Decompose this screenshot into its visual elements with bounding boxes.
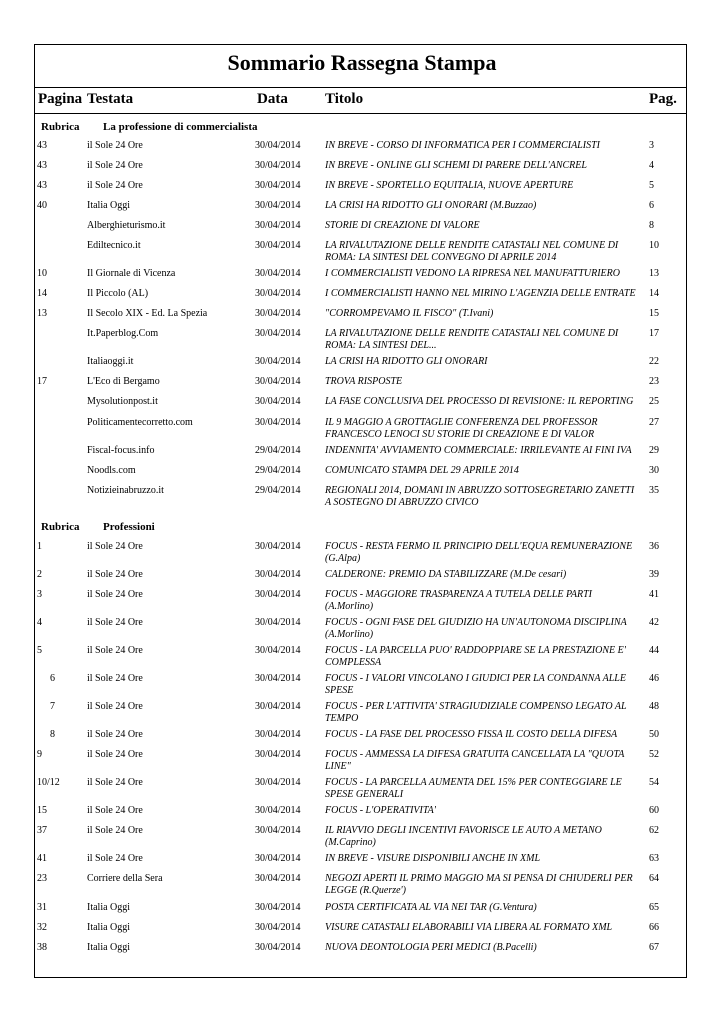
cell-pag: 60 [649, 805, 659, 816]
cell-pag: 39 [649, 569, 659, 580]
cell-pag: 46 [649, 673, 659, 684]
cell-titolo: FOCUS - LA FASE DEL PROCESSO FISSA IL COSTO DELLA DIFESA [325, 729, 618, 740]
cell-pag: 30 [649, 465, 659, 476]
cell-data: 30/04/2014 [255, 749, 301, 760]
cell-data: 30/04/2014 [255, 376, 301, 387]
cell-testata: il Sole 24 Ore [87, 589, 143, 600]
cell-titolo: LA RIVALUTAZIONE DELLE RENDITE CATASTALI NEL COMUNE DI ROMA: LA SINTESI DEL CONVEGNO DI APRILE 2014 [325, 240, 619, 263]
cell-pagina: 6 [50, 673, 55, 684]
cell-data: 29/04/2014 [255, 445, 301, 456]
cell-titolo: IN BREVE - SPORTELLO EQUITALIA, NUOVE APERTURE [325, 180, 574, 191]
cell-pagina: 10 [37, 268, 47, 279]
cell-data: 30/04/2014 [255, 777, 301, 788]
cell-titolo: INDENNITA' AVVIAMENTO COMMERCIALE: IRRILEVANTE AI FINI IVA [325, 445, 632, 456]
cell-data: 30/04/2014 [255, 701, 301, 712]
cell-pagina: 40 [37, 200, 47, 211]
cell-testata: il Sole 24 Ore [87, 673, 143, 684]
header-data: Data [257, 91, 288, 107]
cell-pagina: 43 [37, 140, 47, 151]
cell-testata: Italia Oggi [87, 902, 131, 913]
cell-pag: 63 [649, 853, 659, 864]
cell-data: 30/04/2014 [255, 825, 301, 836]
cell-titolo: "CORROMPEVAMO IL FISCO" (T.Ivani) [325, 308, 494, 319]
cell-pagina: 31 [37, 902, 47, 913]
cell-data: 30/04/2014 [255, 805, 301, 816]
cell-titolo: CALDERONE: PREMIO DA STABILIZZARE (M.De cesari) [325, 569, 567, 580]
cell-testata: il Sole 24 Ore [87, 140, 143, 151]
cell-testata: Mysolutionpost.it [87, 396, 158, 407]
cell-titolo: POSTA CERTIFICATA AL VIA NEI TAR (G.Ventura) [325, 902, 537, 913]
cell-titolo: LA CRISI HA RIDOTTO GLI ONORARI (M.Buzzao) [325, 200, 537, 211]
cell-pag: 48 [649, 701, 659, 712]
cell-pag: 67 [649, 942, 659, 953]
cell-pag: 5 [649, 180, 654, 191]
cell-data: 30/04/2014 [255, 220, 301, 231]
cell-data: 30/04/2014 [255, 569, 301, 580]
rubrica-name: Professioni [103, 521, 155, 533]
cell-pag: 4 [649, 160, 654, 171]
cell-titolo: IN BREVE - ONLINE GLI SCHEMI DI PARERE DELL'ANCREL [325, 160, 587, 171]
cell-pag: 41 [649, 589, 659, 600]
cell-data: 30/04/2014 [255, 673, 301, 684]
cell-pag: 62 [649, 825, 659, 836]
cell-testata: L'Eco di Bergamo [87, 376, 160, 387]
cell-pagina: 5 [37, 645, 42, 656]
cell-pag: 25 [649, 396, 659, 407]
cell-testata: It.Paperblog.Com [87, 328, 159, 339]
cell-pagina: 9 [37, 749, 42, 760]
cell-titolo: LA CRISI HA RIDOTTO GLI ONORARI [325, 356, 488, 367]
cell-titolo: LA FASE CONCLUSIVA DEL PROCESSO DI REVISIONE: IL REPORTING [325, 396, 634, 407]
cell-titolo: FOCUS - RESTA FERMO IL PRINCIPIO DELL'EQUA REMUNERAZIONE (G.Alpa) [325, 541, 633, 564]
cell-testata: il Sole 24 Ore [87, 777, 143, 788]
cell-testata: Il Giornale di Vicenza [87, 268, 176, 279]
cell-data: 30/04/2014 [255, 942, 301, 953]
cell-testata: Italia Oggi [87, 922, 131, 933]
rubrica-name: La professione di commercialista [103, 121, 258, 133]
cell-pag: 15 [649, 308, 659, 319]
cell-titolo: FOCUS - AMMESSA LA DIFESA GRATUITA CANCELLATA LA "QUOTA LINE" [325, 749, 625, 772]
cell-data: 30/04/2014 [255, 873, 301, 884]
cell-data: 29/04/2014 [255, 465, 301, 476]
cell-titolo: STORIE DI CREAZIONE DI VALORE [325, 220, 480, 231]
cell-pag: 14 [649, 288, 659, 299]
cell-pag: 64 [649, 873, 659, 884]
cell-pagina: 1 [37, 541, 42, 552]
cell-pag: 65 [649, 902, 659, 913]
cell-pag: 44 [649, 645, 659, 656]
cell-pagina: 37 [37, 825, 47, 836]
cell-pagina: 15 [37, 805, 47, 816]
cell-titolo: I COMMERCIALISTI VEDONO LA RIPRESA NEL MANUFATTURIERO [325, 268, 620, 279]
cell-testata: il Sole 24 Ore [87, 729, 143, 740]
cell-titolo: IN BREVE - CORSO DI INFORMATICA PER I COMMERCIALISTI [325, 140, 600, 151]
cell-testata: Italia Oggi [87, 942, 131, 953]
cell-data: 30/04/2014 [255, 180, 301, 191]
cell-data: 30/04/2014 [255, 308, 301, 319]
cell-titolo: I COMMERCIALISTI HANNO NEL MIRINO L'AGENZIA DELLE ENTRATE [325, 288, 636, 299]
cell-testata: il Sole 24 Ore [87, 645, 143, 656]
cell-data: 30/04/2014 [255, 417, 301, 428]
header-rule-top [34, 87, 687, 88]
cell-titolo: FOCUS - LA PARCELLA AUMENTA DEL 15% PER CONTEGGIARE LE SPESE GENERALI [325, 777, 622, 800]
cell-testata: il Sole 24 Ore [87, 749, 143, 760]
cell-titolo: TROVA RISPOSTE [325, 376, 403, 387]
cell-pag: 8 [649, 220, 654, 231]
cell-titolo: COMUNICATO STAMPA DEL 29 APRILE 2014 [325, 465, 519, 476]
cell-data: 30/04/2014 [255, 200, 301, 211]
cell-titolo: REGIONALI 2014, DOMANI IN ABRUZZO SOTTOSEGRETARIO ZANETTI A SOSTEGNO DI ABRUZZO CIVICO [325, 485, 635, 508]
header-titolo: Titolo [325, 91, 364, 107]
cell-titolo: FOCUS - I VALORI VINCOLANO I GIUDICI PER LA CONDANNA ALLE SPESE [325, 673, 626, 696]
cell-data: 30/04/2014 [255, 922, 301, 933]
cell-testata: il Sole 24 Ore [87, 617, 143, 628]
cell-pagina: 23 [37, 873, 47, 884]
cell-data: 30/04/2014 [255, 140, 301, 151]
cell-pag: 17 [649, 328, 659, 339]
cell-data: 30/04/2014 [255, 645, 301, 656]
cell-testata: il Sole 24 Ore [87, 541, 143, 552]
cell-titolo: IL 9 MAGGIO A GROTTAGLIE CONFERENZA DEL PROFESSOR FRANCESCO LENOCI SU STORIE DI CREAZIONE E DI VALOR [325, 417, 598, 440]
cell-pagina: 43 [37, 160, 47, 171]
cell-pagina: 8 [50, 729, 55, 740]
cell-testata: Politicamentecorretto.com [87, 417, 193, 428]
cell-pagina: 4 [37, 617, 42, 628]
cell-pagina: 38 [37, 942, 47, 953]
cell-testata: il Sole 24 Ore [87, 180, 143, 191]
cell-titolo: IN BREVE - VISURE DISPONIBILI ANCHE IN XML [325, 853, 541, 864]
cell-titolo: FOCUS - PER L'ATTIVITA' STRAGIUDIZIALE COMPENSO LEGATO AL TEMPO [325, 701, 627, 724]
cell-data: 30/04/2014 [255, 541, 301, 552]
page-title: Sommario Rassegna Stampa [227, 50, 497, 75]
cell-pag: 13 [649, 268, 659, 279]
cell-pagina: 7 [50, 701, 55, 712]
cell-pag: 54 [649, 777, 659, 788]
cell-titolo: FOCUS - LA PARCELLA PUO' RADDOPPIARE SE LA PRESTAZIONE E' COMPLESSA [325, 645, 626, 668]
cell-data: 30/04/2014 [255, 160, 301, 171]
cell-pagina: 17 [37, 376, 47, 387]
cell-data: 30/04/2014 [255, 589, 301, 600]
cell-titolo: IL RIAVVIO DEGLI INCENTIVI FAVORISCE LE AUTO A METANO (M.Caprino) [325, 825, 602, 848]
cell-titolo: NUOVA DEONTOLOGIA PERI MEDICI (B.Pacelli) [325, 942, 537, 953]
rubrica-label: Rubrica [41, 521, 80, 533]
cell-titolo: FOCUS - OGNI FASE DEL GIUDIZIO HA UN'AUTONOMA DISCIPLINA (A.Morlino) [325, 617, 627, 640]
cell-pag: 3 [649, 140, 654, 151]
cell-pag: 42 [649, 617, 659, 628]
cell-testata: il Sole 24 Ore [87, 853, 143, 864]
header-testata: Testata [87, 91, 134, 107]
cell-pag: 27 [649, 417, 659, 428]
cell-testata: il Sole 24 Ore [87, 160, 143, 171]
cell-testata: Italiaoggi.it [87, 356, 134, 367]
cell-data: 30/04/2014 [255, 356, 301, 367]
cell-testata: Ediltecnico.it [87, 240, 141, 251]
cell-data: 30/04/2014 [255, 902, 301, 913]
cell-testata: Noodls.com [87, 465, 136, 476]
cell-pag: 22 [649, 356, 659, 367]
cell-data: 30/04/2014 [255, 853, 301, 864]
cell-data: 30/04/2014 [255, 396, 301, 407]
cell-pag: 10 [649, 240, 659, 251]
cell-data: 30/04/2014 [255, 617, 301, 628]
cell-testata: il Sole 24 Ore [87, 569, 143, 580]
header-rule-bottom [34, 113, 687, 114]
header-pag: Pag. [649, 91, 677, 107]
cell-data: 30/04/2014 [255, 328, 301, 339]
cell-testata: Il Secolo XIX - Ed. La Spezia [87, 308, 208, 319]
cell-pag: 35 [649, 485, 659, 496]
cell-testata: Alberghieturismo.it [87, 220, 166, 231]
rubrica-label: Rubrica [41, 121, 80, 133]
cell-testata: il Sole 24 Ore [87, 701, 143, 712]
cell-pagina: 10/12 [37, 777, 60, 788]
cell-titolo: FOCUS - MAGGIORE TRASPARENZA A TUTELA DELLE PARTI (A.Morlino) [325, 589, 592, 612]
cell-titolo: FOCUS - L'OPERATIVITA' [325, 805, 436, 816]
cell-pag: 50 [649, 729, 659, 740]
cell-titolo: VISURE CATASTALI ELABORABILI VIA LIBERA AL FORMATO XML [325, 922, 613, 933]
cell-data: 30/04/2014 [255, 240, 301, 251]
cell-pag: 52 [649, 749, 659, 760]
cell-testata: Il Piccolo (AL) [87, 288, 149, 299]
cell-pagina: 41 [37, 853, 47, 864]
cell-pag: 36 [649, 541, 659, 552]
header-pagina: Pagina [38, 91, 83, 107]
cell-pag: 23 [649, 376, 659, 387]
cell-data: 30/04/2014 [255, 288, 301, 299]
cell-pagina: 13 [37, 308, 47, 319]
cell-pag: 66 [649, 922, 659, 933]
cell-data: 29/04/2014 [255, 485, 301, 496]
cell-titolo: LA RIVALUTAZIONE DELLE RENDITE CATASTALI NEL COMUNE DI ROMA: LA SINTESI DEL... [325, 328, 619, 351]
cell-pagina: 43 [37, 180, 47, 191]
cell-testata: il Sole 24 Ore [87, 825, 143, 836]
cell-testata: Notizieinabruzzo.it [87, 485, 164, 496]
cell-testata: il Sole 24 Ore [87, 805, 143, 816]
cell-pag: 6 [649, 200, 654, 211]
cell-data: 30/04/2014 [255, 268, 301, 279]
cell-pagina: 3 [37, 589, 42, 600]
cell-pagina: 14 [37, 288, 47, 299]
cell-testata: Corriere della Sera [87, 873, 163, 884]
cell-pagina: 2 [37, 569, 42, 580]
cell-testata: Fiscal-focus.info [87, 445, 155, 456]
cell-data: 30/04/2014 [255, 729, 301, 740]
cell-pagina: 32 [37, 922, 47, 933]
cell-pag: 29 [649, 445, 659, 456]
cell-testata: Italia Oggi [87, 200, 131, 211]
cell-titolo: NEGOZI APERTI IL PRIMO MAGGIO MA SI PENSA DI CHIUDERLI PER LEGGE (R.Querze') [325, 873, 633, 896]
